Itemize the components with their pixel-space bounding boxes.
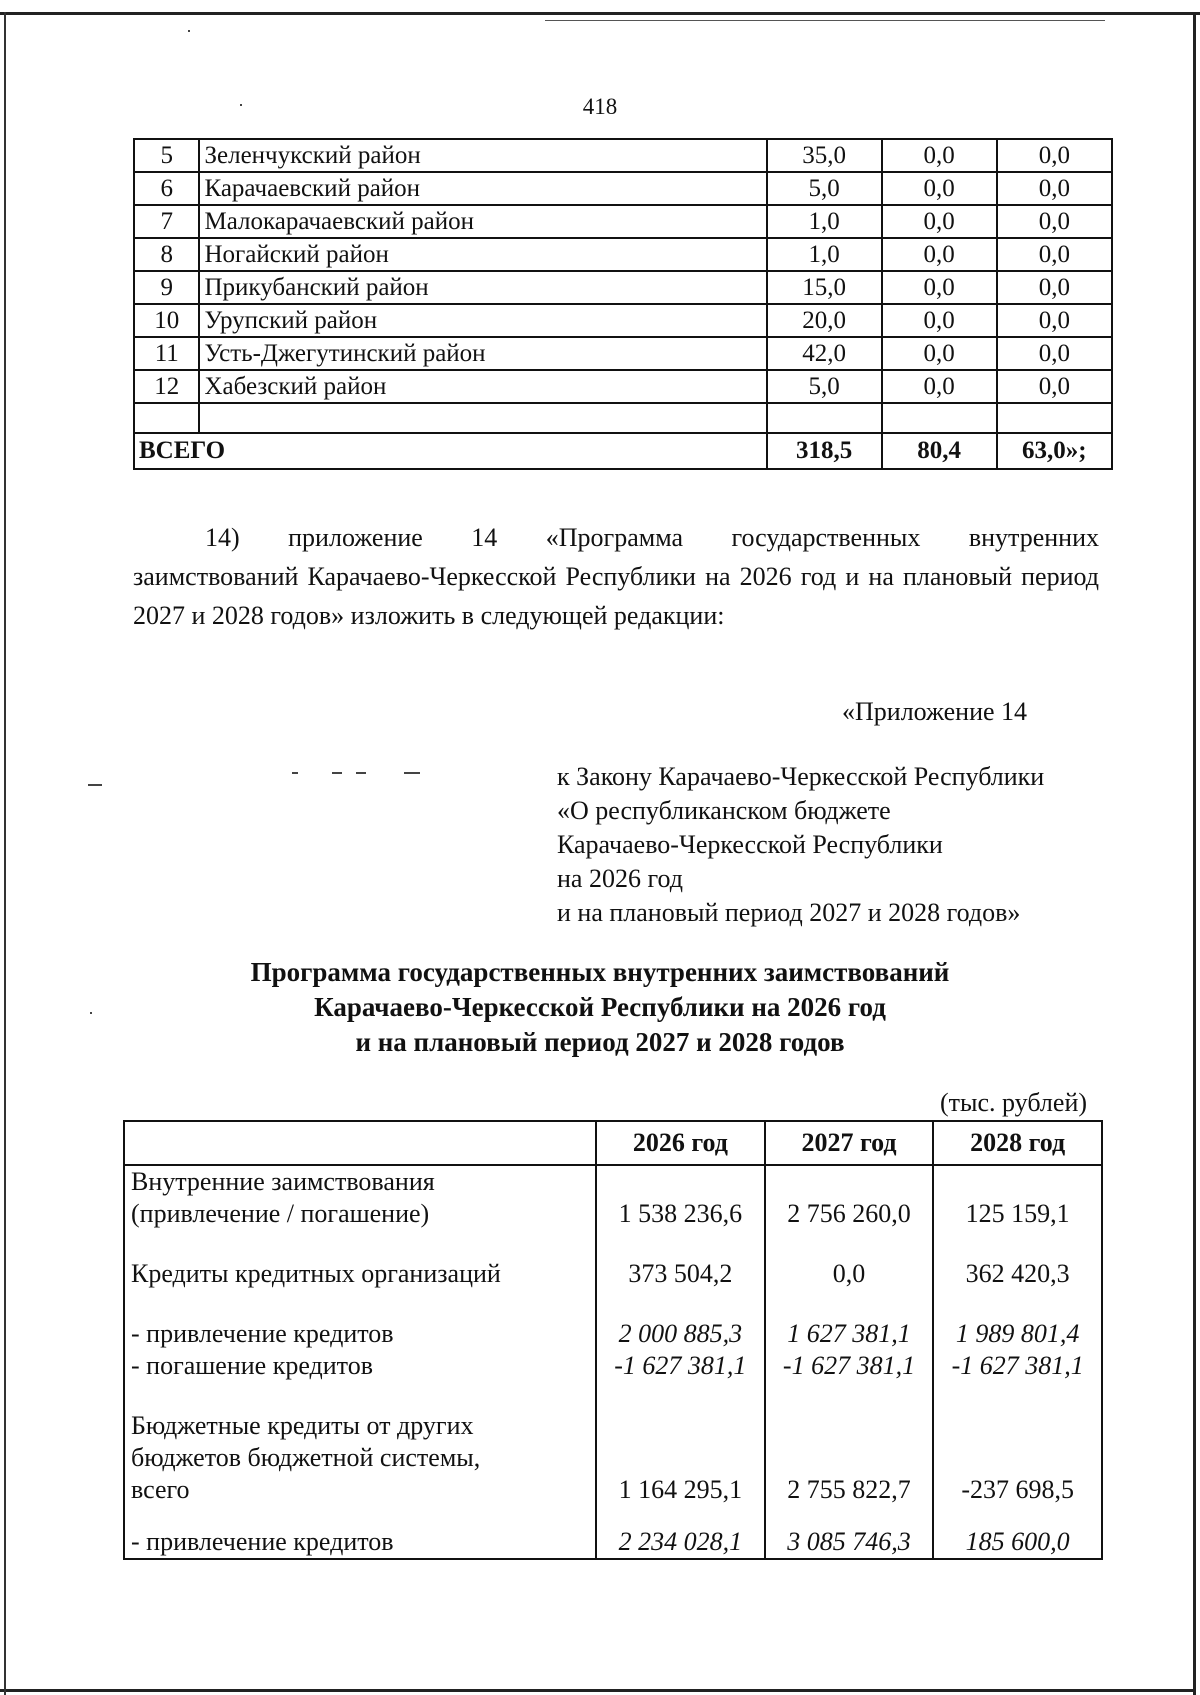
- value-2026: 2 234 028,1: [596, 1526, 765, 1559]
- table-row: [134, 304, 1112, 337]
- row-label-line: бюджетов бюджетной системы,: [131, 1443, 481, 1472]
- district-name: Зеленчукский район: [199, 139, 766, 172]
- row-label-line: Внутренние заимствования: [131, 1167, 435, 1196]
- value-2026: 2 000 885,3: [596, 1318, 765, 1350]
- value-2026: -1 627 381,1: [596, 1350, 765, 1382]
- value-2028: 362 420,3: [933, 1258, 1102, 1290]
- row-label-line: - привлечение кредитов: [131, 1527, 394, 1556]
- appendix-reference-line: «О республиканском бюджете: [557, 796, 891, 825]
- header-cell: 2027 год: [765, 1121, 934, 1165]
- scan-speck: [88, 784, 102, 786]
- units-label: (тыс. рублей): [940, 1088, 1088, 1117]
- value-2028: 0,0: [997, 238, 1112, 271]
- scan-border-top-thin: [545, 20, 1105, 21]
- value-2028: 0,0: [997, 205, 1112, 238]
- value-2026: 35,0: [767, 139, 882, 172]
- program-title-line: и на плановый период 2027 и 2028 годов: [355, 1027, 845, 1057]
- value-2027: 0,0: [882, 238, 997, 271]
- value-2028: -1 627 381,1: [933, 1350, 1102, 1382]
- row-label-line: - привлечение кредитов: [131, 1319, 394, 1348]
- spacer-cell: [596, 1290, 765, 1318]
- row-number: 7: [134, 205, 199, 238]
- table-row: [134, 205, 1112, 238]
- empty-row: [134, 403, 1112, 433]
- header-cell: 2026 год: [596, 1121, 765, 1165]
- value-2027: 0,0: [765, 1258, 934, 1290]
- table-row: [134, 337, 1112, 370]
- value-2026: 1,0: [767, 238, 882, 271]
- value-2027: 0,0: [882, 172, 997, 205]
- row-label: [124, 1258, 596, 1290]
- value-2028: 0,0: [997, 370, 1112, 403]
- program-title: [0, 955, 1200, 1060]
- value-2028: 125 159,1: [933, 1165, 1102, 1230]
- appendix-reference-line: на 2026 год: [557, 864, 683, 893]
- table-row: [124, 1526, 1102, 1559]
- district-name: Урупский район: [199, 304, 766, 337]
- total-v2027: 80,4: [882, 433, 997, 469]
- row-number: 6: [134, 172, 199, 205]
- scan-speck: [332, 772, 342, 774]
- page-number: 418: [582, 94, 618, 119]
- value-2027: 0,0: [882, 337, 997, 370]
- district-name: Хабезский район: [199, 370, 766, 403]
- spacer-cell: [124, 1382, 596, 1410]
- borrowings-table: [123, 1120, 1103, 1560]
- spacer-cell: [124, 1290, 596, 1318]
- spacer-cell: [765, 1230, 934, 1258]
- value-2026: 20,0: [767, 304, 882, 337]
- value-2027: 0,0: [882, 370, 997, 403]
- row-number: 10: [134, 304, 199, 337]
- row-label-line: всего: [131, 1475, 190, 1504]
- table-row: [134, 238, 1112, 271]
- borrowings-header-row: [124, 1121, 1102, 1165]
- row-number: 9: [134, 271, 199, 304]
- total-v2026: 318,5: [767, 433, 882, 469]
- spacer-cell: [933, 1290, 1102, 1318]
- value-2026: 5,0: [767, 172, 882, 205]
- row-number: 11: [134, 337, 199, 370]
- program-title-line: Программа государственных внутренних заимствований: [250, 957, 950, 987]
- spacer-cell: [765, 1506, 934, 1526]
- row-label: [124, 1165, 596, 1230]
- appendix-reference: [557, 760, 1044, 930]
- district-name: Малокарачаевский район: [199, 205, 766, 238]
- value-2026: 15,0: [767, 271, 882, 304]
- empty-cell: [134, 403, 199, 433]
- table-row: [134, 139, 1112, 172]
- table-row: [124, 1318, 1102, 1350]
- value-2026: 373 504,2: [596, 1258, 765, 1290]
- table-row: [134, 271, 1112, 304]
- value-2028: 1 989 801,4: [933, 1318, 1102, 1350]
- row-label: [124, 1350, 596, 1382]
- row-number: 5: [134, 139, 199, 172]
- district-name: Усть-Джегутинский район: [199, 337, 766, 370]
- header-cell: 2028 год: [933, 1121, 1102, 1165]
- scan-speck: [188, 30, 190, 32]
- spacer-cell: [596, 1506, 765, 1526]
- empty-cell: [199, 403, 766, 433]
- value-2028: 0,0: [997, 139, 1112, 172]
- header-cell: [124, 1121, 596, 1165]
- table-row: [124, 1350, 1102, 1382]
- empty-cell: [997, 403, 1112, 433]
- program-title-line: Карачаево-Черкесской Республики на 2026 год: [314, 992, 886, 1022]
- value-2027: 0,0: [882, 205, 997, 238]
- value-2028: 185 600,0: [933, 1526, 1102, 1559]
- spacer-row: [124, 1382, 1102, 1410]
- appendix-reference-line: и на плановый период 2027 и 2028 годов»: [557, 898, 1021, 927]
- amendment-paragraph-rest: заимствований Карачаево-Черкесской Республики на 2026 год и на плановый период 2027 и 2028 годов» изложить в следующей редакции:: [133, 562, 1099, 630]
- spacer-row: [124, 1506, 1102, 1526]
- value-2028: 0,0: [997, 172, 1112, 205]
- row-label: [124, 1526, 596, 1559]
- row-label-line: - погашение кредитов: [131, 1351, 373, 1380]
- spacer-cell: [596, 1382, 765, 1410]
- amendment-paragraph: [133, 518, 1099, 635]
- spacer-row: [124, 1230, 1102, 1258]
- district-name: Прикубанский район: [199, 271, 766, 304]
- spacer-cell: [933, 1506, 1102, 1526]
- spacer-cell: [596, 1230, 765, 1258]
- table-row: [134, 172, 1112, 205]
- row-label: [124, 1318, 596, 1350]
- table-row: [124, 1258, 1102, 1290]
- appendix-reference-line: Карачаево-Черкесской Республики: [557, 830, 943, 859]
- row-number: 12: [134, 370, 199, 403]
- appendix-label: «Приложение 14: [842, 697, 1028, 726]
- total-v2028: 63,0»;: [997, 433, 1112, 469]
- total-row: [134, 433, 1112, 469]
- empty-cell: [882, 403, 997, 433]
- value-2027: 0,0: [882, 271, 997, 304]
- value-2027: 0,0: [882, 139, 997, 172]
- row-label-line: (привлечение / погашение): [131, 1199, 430, 1228]
- value-2026: 5,0: [767, 370, 882, 403]
- value-2027: 2 755 822,7: [765, 1410, 934, 1506]
- total-label: ВСЕГО: [134, 433, 767, 469]
- table-row: [124, 1410, 1102, 1506]
- scan-border-left: [4, 12, 6, 1695]
- value-2028: -237 698,5: [933, 1410, 1102, 1506]
- value-2027: 3 085 746,3: [765, 1526, 934, 1559]
- appendix-reference-line: к Закону Карачаево-Черкесской Республики: [557, 762, 1045, 791]
- district-name: Ногайский район: [199, 238, 766, 271]
- row-label-line: Бюджетные кредиты от других: [131, 1411, 474, 1440]
- scan-speck: [356, 772, 366, 774]
- row-number: 8: [134, 238, 199, 271]
- scan-border-top: [0, 12, 1200, 15]
- table-row: [124, 1165, 1102, 1230]
- spacer-cell: [765, 1290, 934, 1318]
- scan-border-right: [1193, 12, 1196, 1695]
- spacer-row: [124, 1290, 1102, 1318]
- value-2027: 1 627 381,1: [765, 1318, 934, 1350]
- value-2028: 0,0: [997, 304, 1112, 337]
- districts-table: [133, 138, 1113, 470]
- value-2028: 0,0: [997, 337, 1112, 370]
- value-2026: 1,0: [767, 205, 882, 238]
- spacer-cell: [933, 1230, 1102, 1258]
- spacer-cell: [933, 1382, 1102, 1410]
- value-2028: 0,0: [997, 271, 1112, 304]
- row-label: [124, 1410, 596, 1506]
- value-2026: 42,0: [767, 337, 882, 370]
- value-2027: -1 627 381,1: [765, 1350, 934, 1382]
- scan-border-bottom: [0, 1689, 1196, 1692]
- amendment-paragraph-line1: 14) приложение 14 «Программа государственных внутренних: [205, 523, 1099, 552]
- spacer-cell: [765, 1382, 934, 1410]
- table-row: [134, 370, 1112, 403]
- row-label-line: Кредиты кредитных организаций: [131, 1259, 501, 1288]
- scan-speck: [404, 772, 420, 774]
- spacer-cell: [124, 1506, 596, 1526]
- district-name: Карачаевский район: [199, 172, 766, 205]
- empty-cell: [767, 403, 882, 433]
- value-2026: 1 164 295,1: [596, 1410, 765, 1506]
- value-2026: 1 538 236,6: [596, 1165, 765, 1230]
- scan-speck: [292, 772, 298, 774]
- value-2027: 0,0: [882, 304, 997, 337]
- spacer-cell: [124, 1230, 596, 1258]
- value-2027: 2 756 260,0: [765, 1165, 934, 1230]
